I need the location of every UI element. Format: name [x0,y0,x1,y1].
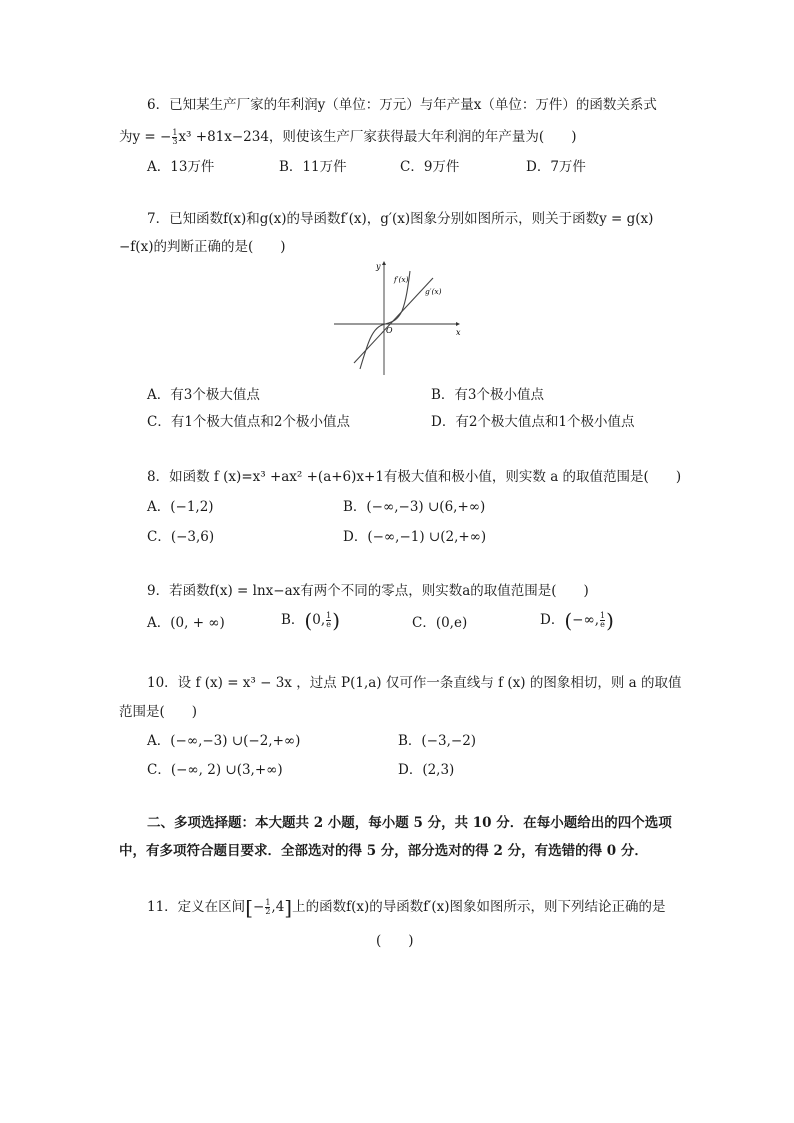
q9-b-frac-num: 1 [326,611,332,620]
q7-option-d[interactable]: D．有2个极大值点和1个极小值点 [431,414,635,430]
q9-d-fraction [600,612,605,629]
q7-x-arrow [456,322,460,326]
q6-option-b[interactable]: B．11万件 [279,159,347,175]
q11-stem-post: 上的函数f(x)的导函数f′(x)图象如图所示，则下列结论正确的是 [292,899,666,915]
q11-interval-neg: − [253,899,265,915]
section2-header-line2: 中，有多项符合题目要求．全部选对的得 5 分，部分选对的得 2 分，有选错的得 0 分． [119,843,648,859]
q6-option-c[interactable]: C．9万件 [400,159,460,175]
q9-option-d[interactable] [540,608,614,633]
q7-label-y: y [376,262,381,271]
q11-frac-num: 1 [265,898,271,907]
q9-d-frac-den: e [600,620,605,629]
q9-d-left-paren: ( [564,608,573,633]
q10-option-a[interactable]: A．(−∞,−3) ∪(−2,+∞) [147,733,301,749]
q6-stem-line1: 6．已知某生产厂家的年利润y（单位：万元）与年产量x（单位：万件）的函数关系式 [147,97,657,113]
q7-label-g-prime: g′(x) [425,287,442,296]
q6-stem-line2-post: x³ +81x−234，则使该生产厂家获得最大年利润的年产量为( ) [178,129,577,145]
q10-stem-line1: 10．设 f (x) = x³ − 3x ，过点 P(1,a) 仅可作一条直线与 f (x) 的图象相切，则 a 的取值 [147,675,682,691]
q9-b-left-paren: ( [304,608,313,633]
q9-b-right-paren: ) [332,608,341,633]
q11-stem-pre: 11．定义在区间 [147,899,246,915]
q7-label-x: x [456,328,461,337]
q7-f-prime-curve [360,271,410,369]
q6-stem-line2 [119,128,576,146]
q9-option-a[interactable]: A．(0, + ∞) [147,615,225,631]
q9-option-c[interactable]: C．(0,e) [412,615,468,631]
q11-interval-end: ,4 [271,899,285,915]
q9-option-b[interactable] [281,608,341,633]
section2-header-line1: 二、多项选择题：本大题共 2 小题，每小题 5 分，共 10 分．在每小题给出的四个选项 [147,815,672,831]
q9-b-fraction [326,612,331,629]
q7-option-b[interactable]: B．有3个极小值点 [431,387,545,403]
q7-stem-line1: 7．已知函数f(x)和g(x)的导函数f′(x)，g′(x)图象分别如图所示，则关于函数y = g(x) [147,211,654,227]
q7-stem-line2: −f(x)的判断正确的是( ) [119,239,286,255]
q7-label-origin: O [386,326,393,335]
q9-option-b-value: 0, [312,612,326,628]
q11-stem-line1 [147,895,666,920]
q6-stem-line2-pre: 为y = − [119,129,172,145]
q10-option-c[interactable]: C．(−∞, 2) ∪(3,+∞) [147,762,283,778]
q10-option-d[interactable]: D．(2,3) [398,762,455,778]
q7-option-a[interactable]: A．有3个极大值点 [147,387,260,403]
q8-option-a[interactable]: A．(−1,2) [147,499,214,515]
q9-option-b-letter: B． [281,612,305,628]
q11-interval-fraction [265,899,270,916]
q6-fraction [172,129,177,146]
q7-option-c[interactable]: C．有1个极大值点和2个极小值点 [147,414,351,430]
q9-d-right-paren: ) [606,608,614,633]
q9-d-frac-num: 1 [600,611,606,620]
q10-stem-line2: 范围是( ) [119,704,198,720]
q6-frac-num: 1 [172,128,178,137]
q7-y-arrow [382,261,386,265]
q6-option-d[interactable]: D．7万件 [526,159,586,175]
q9-b-frac-den: e [326,620,332,629]
q7-derivative-graph [330,257,460,377]
q11-right-bracket: ] [284,895,293,920]
q9-stem: 9．若函数f(x) = lnx−ax有两个不同的零点，则实数a的取值范围是( ) [147,583,589,599]
q8-stem: 8．如函数 f (x)=x³ +ax² +(a+6)x+1有极大值和极小值，则实数 a 的取值范围是( ) [147,469,682,485]
q11-frac-den: 2 [265,907,271,916]
q6-option-a[interactable]: A．13万件 [147,159,215,175]
q9-option-d-value: −∞, [572,612,599,628]
q11-answer-blank: ( ) [376,933,414,949]
q8-option-b[interactable]: B．(−∞,−3) ∪(6,+∞) [343,499,486,515]
q11-left-bracket: [ [245,895,253,920]
q9-option-d-letter: D． [540,612,565,628]
q10-option-b[interactable]: B．(−3,−2) [398,733,477,749]
q6-frac-den: 3 [172,137,178,146]
q8-option-d[interactable]: D．(−∞,−1) ∪(2,+∞) [343,529,487,545]
q7-label-f-prime: f′(x) [394,275,409,284]
q8-option-c[interactable]: C．(−3,6) [147,529,215,545]
